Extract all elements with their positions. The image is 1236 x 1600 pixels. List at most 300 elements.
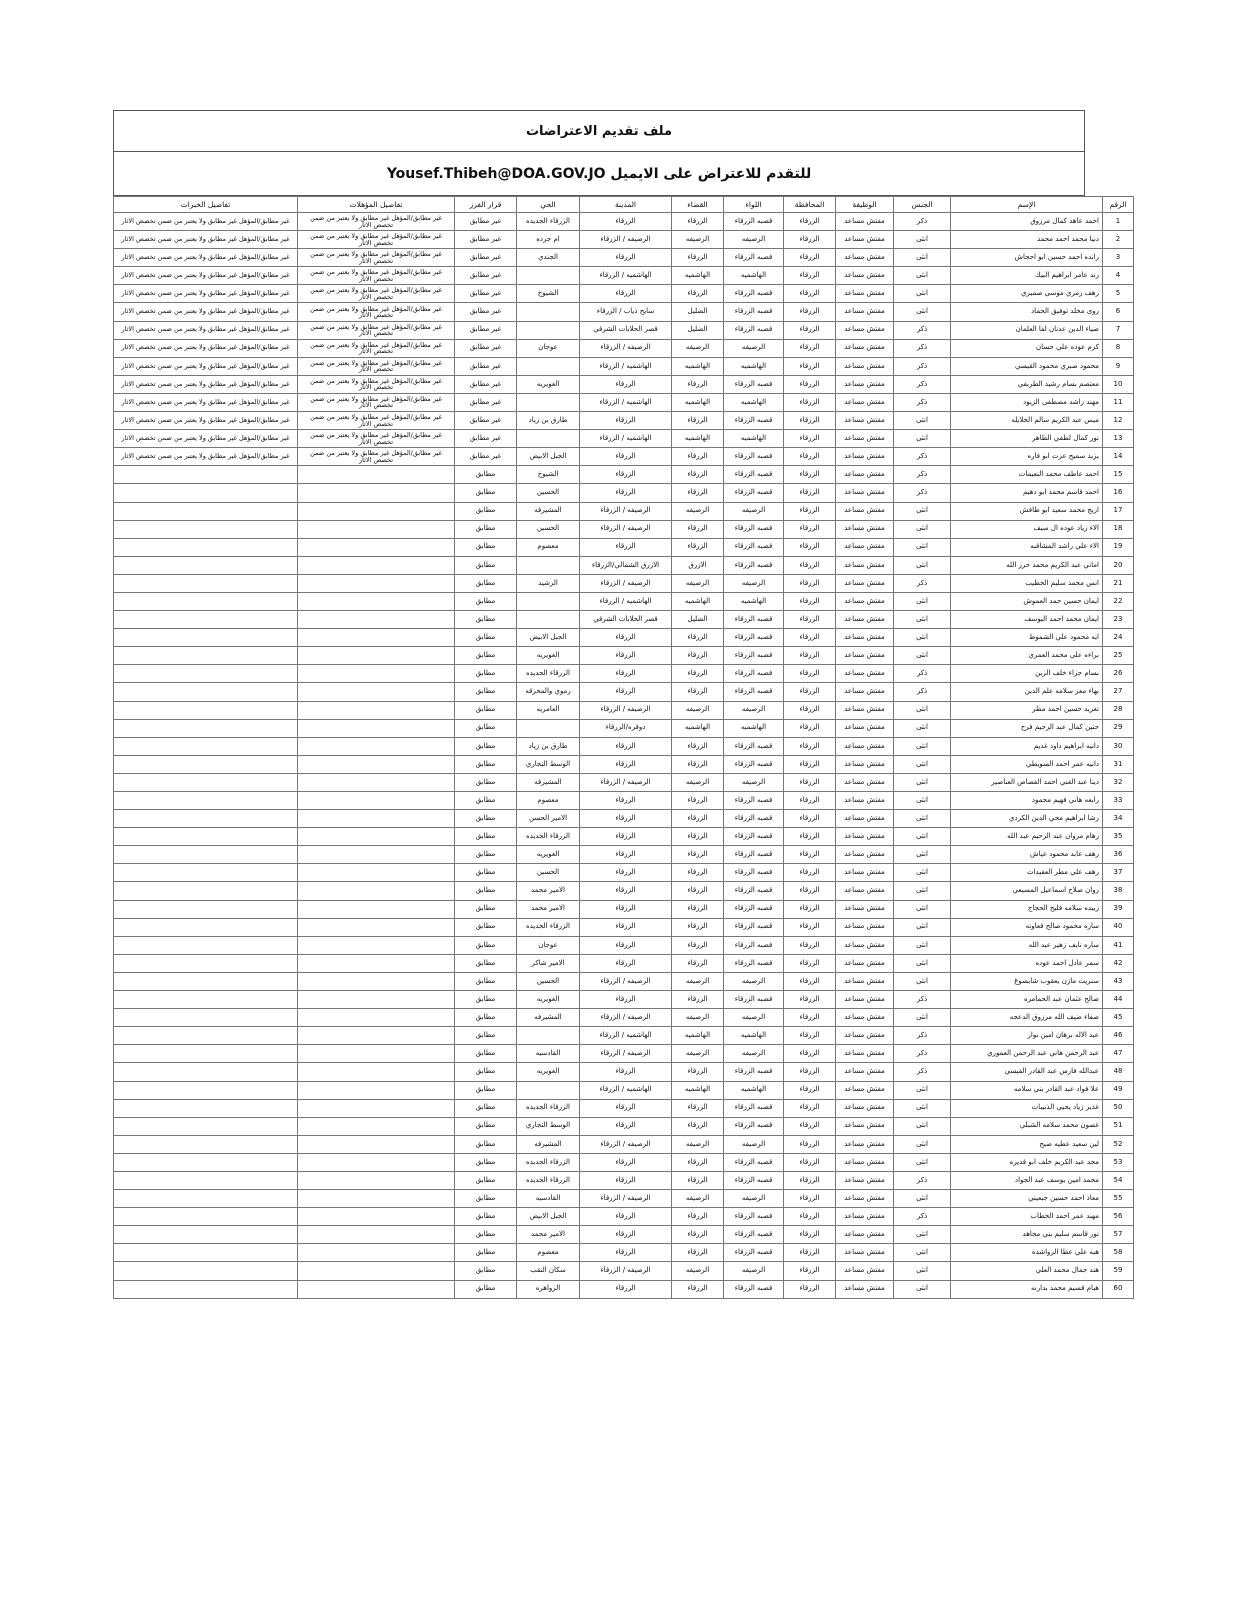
row-number: 22 [1103,592,1134,610]
row-neighborhood: سكان النقب [517,1262,580,1280]
row-experience-details [114,629,298,647]
row-name: ايمان حسين حمد العموش [951,592,1103,610]
row-experience-details [114,1063,298,1081]
row-district: قصبه الزرقاء [724,882,784,900]
row-subdistrict: الرصيفه [672,1009,724,1027]
title-box [113,110,1085,196]
row-governorate: الزرقاء [784,556,836,574]
row-city: الزرقاء [580,918,672,936]
table-header-row [114,197,1134,213]
row-governorate: الزرقاء [784,954,836,972]
row-number: 9 [1103,357,1134,375]
row-qualification-details [298,1244,455,1262]
row-experience-details [114,502,298,520]
row-subdistrict: الرصيفه [672,231,724,249]
row-number: 44 [1103,991,1134,1009]
column-header: الوظيفة [836,197,894,213]
table-row [114,683,1134,701]
row-number: 46 [1103,1027,1134,1045]
row-subdistrict: الزرقاء [672,1063,724,1081]
row-city: الزرقاء [580,1099,672,1117]
row-experience-details [114,556,298,574]
row-neighborhood: الحسين [517,520,580,538]
row-number: 27 [1103,683,1134,701]
row-name: ايه محمود علي الشموط [951,629,1103,647]
row-subdistrict: الازرق [672,556,724,574]
row-decision: غير مطابق [455,393,517,411]
row-name: احمد عاطف محمد النعيمات [951,466,1103,484]
row-job: مفتش مساعد [836,991,894,1009]
row-experience-details: غير مطابق/المؤهل غير مطابق ولا يعتبر من ضمن تخصص الاثار [114,430,298,448]
row-governorate: الزرقاء [784,936,836,954]
row-neighborhood: الزرقاء الجديده [517,1171,580,1189]
row-number: 38 [1103,882,1134,900]
row-job: مفتش مساعد [836,267,894,285]
row-decision: غير مطابق [455,249,517,267]
row-experience-details [114,810,298,828]
row-neighborhood: طارق بن زياد [517,737,580,755]
row-job: مفتش مساعد [836,1009,894,1027]
row-name: رهف علي مطر العقيدات [951,864,1103,882]
column-header: اللواء [724,197,784,213]
row-decision: غير مطابق [455,267,517,285]
row-district: الهاشميه [724,1027,784,1045]
row-experience-details [114,574,298,592]
row-city: الهاشميه / الزرقاء [580,357,672,375]
row-governorate: الزرقاء [784,1226,836,1244]
row-qualification-details: غير مطابق/المؤهل غير مطابق ولا يعتبر من ضمن تخصص الاثار [298,231,455,249]
row-experience-details [114,611,298,629]
row-job: مفتش مساعد [836,810,894,828]
row-gender: انثى [894,303,951,321]
table-row [114,1153,1134,1171]
row-job: مفتش مساعد [836,1171,894,1189]
row-decision: غير مطابق [455,303,517,321]
row-qualification-details [298,1135,455,1153]
row-qualification-details [298,773,455,791]
row-job: مفتش مساعد [836,773,894,791]
row-neighborhood [517,321,580,339]
row-experience-details [114,719,298,737]
row-name: زبيده سلامه فليح الحجاج [951,900,1103,918]
row-decision: مطابق [455,991,517,1009]
row-name: رشا ابراهيم محي الدين الكردي [951,810,1103,828]
row-qualification-details [298,1081,455,1099]
row-job: مفتش مساعد [836,592,894,610]
row-number: 18 [1103,520,1134,538]
row-qualification-details [298,665,455,683]
row-governorate: الزرقاء [784,357,836,375]
row-job: مفتش مساعد [836,737,894,755]
row-gender: ذكر [894,357,951,375]
row-district: قصبه الزرقاء [724,1099,784,1117]
row-neighborhood: الزواهره [517,1280,580,1298]
row-governorate: الزرقاء [784,1063,836,1081]
row-gender: انثى [894,1262,951,1280]
row-number: 21 [1103,574,1134,592]
row-decision: مطابق [455,1009,517,1027]
row-gender: انثى [894,1226,951,1244]
table-row [114,1280,1134,1298]
row-neighborhood: الزرقاء الجديده [517,1153,580,1171]
row-neighborhood: الحسين [517,972,580,990]
row-subdistrict: الزرقاء [672,882,724,900]
row-gender: انثى [894,719,951,737]
row-city: الرصيفه / الزرقاء [580,574,672,592]
row-name: لين سعيد عطيه صبح [951,1135,1103,1153]
row-name: احمد قاسم محمد ابو دهيم [951,484,1103,502]
row-gender: ذكر [894,213,951,231]
row-name: الاء علي راشد المشاقبه [951,538,1103,556]
row-number: 58 [1103,1244,1134,1262]
row-subdistrict: الزرقاء [672,1280,724,1298]
row-job: مفتش مساعد [836,647,894,665]
row-number: 17 [1103,502,1134,520]
table-row [114,1009,1134,1027]
column-header: المدينة [580,197,672,213]
row-governorate: الزرقاء [784,755,836,773]
row-neighborhood [517,267,580,285]
row-number: 52 [1103,1135,1134,1153]
row-neighborhood: الغويريه [517,375,580,393]
row-job: مفتش مساعد [836,1153,894,1171]
table-row [114,375,1134,393]
row-name: دانيه عمر احمد السويطي [951,755,1103,773]
row-experience-details [114,1081,298,1099]
row-governorate: الزرقاء [784,1009,836,1027]
row-job: مفتش مساعد [836,629,894,647]
row-number: 42 [1103,954,1134,972]
row-subdistrict: الزرقاء [672,954,724,972]
row-city: الزرقاء [580,954,672,972]
row-gender: انثى [894,1081,951,1099]
row-neighborhood: الزرقاء الجديده [517,665,580,683]
row-gender: انثى [894,285,951,303]
row-neighborhood: رموي والمحرقه [517,683,580,701]
row-neighborhood [517,357,580,375]
table-row [114,303,1134,321]
row-job: مفتش مساعد [836,936,894,954]
row-qualification-details [298,1190,455,1208]
document-sheet [113,110,1133,1299]
row-gender: ذكر [894,1208,951,1226]
row-decision: مطابق [455,773,517,791]
row-gender: انثى [894,502,951,520]
row-job: مفتش مساعد [836,665,894,683]
row-district: قصبه الزرقاء [724,647,784,665]
row-number: 11 [1103,393,1134,411]
row-governorate: الزرقاء [784,412,836,430]
row-name: غدير زياد يحيى الذنيبات [951,1099,1103,1117]
row-gender: انثى [894,231,951,249]
row-subdistrict: الضليل [672,303,724,321]
row-subdistrict: الهاشميه [672,719,724,737]
row-gender: انثى [894,828,951,846]
row-city: الهاشميه / الزرقاء [580,430,672,448]
row-subdistrict: الزرقاء [672,683,724,701]
table-row [114,1190,1134,1208]
row-district: قصبه الزرقاء [724,538,784,556]
column-header: تفاصيل الخبرات [114,197,298,213]
row-neighborhood: الجندي [517,249,580,267]
row-experience-details [114,773,298,791]
row-governorate: الزرقاء [784,1244,836,1262]
row-name: بهاء معز سلامه علم الدين [951,683,1103,701]
row-district: الهاشميه [724,393,784,411]
table-row [114,267,1134,285]
row-name: يزيد سميح عزت ابو فاره [951,448,1103,466]
row-subdistrict: الزرقاء [672,538,724,556]
row-qualification-details [298,683,455,701]
row-gender: ذكر [894,1063,951,1081]
row-job: مفتش مساعد [836,231,894,249]
row-experience-details [114,1262,298,1280]
row-job: مفتش مساعد [836,1208,894,1226]
row-decision: مطابق [455,520,517,538]
row-gender: انثى [894,972,951,990]
row-subdistrict: الرصيفه [672,1135,724,1153]
row-qualification-details [298,538,455,556]
row-district: قصبه الزرقاء [724,828,784,846]
row-governorate: الزرقاء [784,918,836,936]
row-gender: ذكر [894,339,951,357]
row-governorate: الزرقاء [784,231,836,249]
row-gender: انثى [894,846,951,864]
row-subdistrict: الرصيفه [672,502,724,520]
row-district: الرصيفه [724,574,784,592]
table-row [114,846,1134,864]
row-governorate: الزرقاء [784,864,836,882]
column-header: الرقم [1103,197,1134,213]
row-gender: انثى [894,647,951,665]
row-city: الزرقاء [580,213,672,231]
row-subdistrict: الزرقاء [672,846,724,864]
row-job: مفتش مساعد [836,755,894,773]
row-neighborhood: الوسط التجاري [517,1117,580,1135]
row-name: روى مخلد توفيق الحماد [951,303,1103,321]
row-district: قصبه الزرقاء [724,556,784,574]
row-governorate: الزرقاء [784,665,836,683]
row-job: مفتش مساعد [836,719,894,737]
table-row [114,665,1134,683]
row-district: قصبه الزرقاء [724,249,784,267]
table-row [114,412,1134,430]
row-experience-details [114,954,298,972]
row-governorate: الزرقاء [784,430,836,448]
row-number: 57 [1103,1226,1134,1244]
row-district: الهاشميه [724,719,784,737]
row-gender: انثى [894,520,951,538]
row-gender: ذكر [894,375,951,393]
row-district: قصبه الزرقاء [724,864,784,882]
row-experience-details [114,1009,298,1027]
row-number: 48 [1103,1063,1134,1081]
row-neighborhood [517,393,580,411]
row-district: قصبه الزرقاء [724,520,784,538]
row-decision: مطابق [455,810,517,828]
row-job: مفتش مساعد [836,484,894,502]
row-governorate: الزرقاء [784,448,836,466]
row-gender: انثى [894,792,951,810]
row-experience-details: غير مطابق/المؤهل غير مطابق ولا يعتبر من ضمن تخصص الاثار [114,321,298,339]
row-subdistrict: الرصيفه [672,1045,724,1063]
row-qualification-details: غير مطابق/المؤهل غير مطابق ولا يعتبر من ضمن تخصص الاثار [298,430,455,448]
row-gender: انثى [894,592,951,610]
row-subdistrict: الزرقاء [672,810,724,828]
table-row [114,249,1134,267]
row-name: حنين كمال عبد الرحيم فرح [951,719,1103,737]
row-gender: انثى [894,882,951,900]
row-gender: انثى [894,900,951,918]
row-job: مفتش مساعد [836,1244,894,1262]
row-name: نور قاسم سليم بني مجاهد [951,1226,1103,1244]
row-decision: مطابق [455,918,517,936]
row-district: قصبه الزرقاء [724,737,784,755]
row-number: 30 [1103,737,1134,755]
row-subdistrict: الرصيفه [672,1190,724,1208]
row-district: قصبه الزرقاء [724,810,784,828]
row-job: مفتش مساعد [836,900,894,918]
row-decision: مطابق [455,502,517,520]
row-qualification-details [298,502,455,520]
table-row [114,828,1134,846]
row-name: عبد الرحمن هاني عبد الرحمن العموري [951,1045,1103,1063]
row-job: مفتش مساعد [836,1262,894,1280]
table-row [114,1063,1134,1081]
row-gender: انثى [894,701,951,719]
row-neighborhood: الشيوخ [517,466,580,484]
row-gender: انثى [894,1153,951,1171]
row-experience-details [114,991,298,1009]
row-number: 33 [1103,792,1134,810]
row-subdistrict: الزرقاء [672,755,724,773]
row-city: الزرقاء [580,1244,672,1262]
row-name: دانيه ابراهيم داود غديم [951,737,1103,755]
row-decision: غير مطابق [455,375,517,393]
row-district: قصبه الزرقاء [724,665,784,683]
row-subdistrict: الرصيفه [672,339,724,357]
row-qualification-details [298,1171,455,1189]
row-job: مفتش مساعد [836,357,894,375]
row-experience-details [114,701,298,719]
row-governorate: الزرقاء [784,701,836,719]
row-governorate: الزرقاء [784,267,836,285]
row-city: الزرقاء [580,882,672,900]
row-experience-details [114,828,298,846]
row-name: عبدالله فارس عبد القادر القيسي [951,1063,1103,1081]
row-city: قصر الحلابات الشرقي [580,321,672,339]
row-qualification-details [298,846,455,864]
row-experience-details [114,1190,298,1208]
row-qualification-details [298,719,455,737]
row-job: مفتش مساعد [836,303,894,321]
row-subdistrict: الضليل [672,321,724,339]
row-experience-details: غير مطابق/المؤهل غير مطابق ولا يعتبر من ضمن تخصص الاثار [114,213,298,231]
row-district: قصبه الزرقاء [724,1280,784,1298]
row-job: مفتش مساعد [836,611,894,629]
row-gender: انثى [894,1244,951,1262]
row-decision: مطابق [455,1262,517,1280]
row-experience-details [114,1208,298,1226]
row-qualification-details [298,556,455,574]
document-subtitle: للتقدم للاعتراض على الايميل Yousef.Thibeh@DOA.GOV.JO [114,151,1084,195]
row-neighborhood: الجبل الابيض [517,1208,580,1226]
row-decision: غير مطابق [455,231,517,249]
column-header: الجنس [894,197,951,213]
row-qualification-details [298,972,455,990]
row-district: قصبه الزرقاء [724,466,784,484]
row-neighborhood: المشيرفه [517,773,580,791]
row-number: 15 [1103,466,1134,484]
row-subdistrict: الزرقاء [672,213,724,231]
row-job: مفتش مساعد [836,846,894,864]
row-governorate: الزرقاء [784,1045,836,1063]
table-row [114,213,1134,231]
row-experience-details [114,1171,298,1189]
row-number: 35 [1103,828,1134,846]
row-name: دنيا محمد احمد محمد [951,231,1103,249]
row-city: الزرقاء [580,285,672,303]
row-number: 7 [1103,321,1134,339]
row-job: مفتش مساعد [836,1190,894,1208]
row-city: الزرقاء [580,647,672,665]
row-number: 50 [1103,1099,1134,1117]
row-job: مفتش مساعد [836,1117,894,1135]
row-job: مفتش مساعد [836,448,894,466]
row-governorate: الزرقاء [784,592,836,610]
row-gender: انثى [894,1280,951,1298]
row-governorate: الزرقاء [784,249,836,267]
row-qualification-details [298,1208,455,1226]
row-qualification-details: غير مطابق/المؤهل غير مطابق ولا يعتبر من ضمن تخصص الاثار [298,303,455,321]
row-number: 8 [1103,339,1134,357]
row-qualification-details [298,1009,455,1027]
row-district: الهاشميه [724,430,784,448]
row-qualification-details [298,484,455,502]
row-governorate: الزرقاء [784,502,836,520]
row-qualification-details [298,647,455,665]
row-gender: انثى [894,954,951,972]
row-number: 39 [1103,900,1134,918]
row-number: 47 [1103,1045,1134,1063]
row-city: الهاشميه / الزرقاء [580,267,672,285]
row-decision: مطابق [455,484,517,502]
row-name: ايمان محمد احمد اليوسف [951,611,1103,629]
row-job: مفتش مساعد [836,972,894,990]
row-job: مفتش مساعد [836,1027,894,1045]
row-gender: ذكر [894,665,951,683]
row-qualification-details [298,810,455,828]
row-governorate: الزرقاء [784,737,836,755]
row-decision: مطابق [455,1190,517,1208]
row-number: 13 [1103,430,1134,448]
table-row [114,574,1134,592]
row-neighborhood [517,719,580,737]
row-subdistrict: الهاشميه [672,393,724,411]
row-name: بسام جزاء خلف الزبن [951,665,1103,683]
row-governorate: الزرقاء [784,719,836,737]
row-experience-details [114,972,298,990]
row-subdistrict: الزرقاء [672,647,724,665]
row-decision: مطابق [455,737,517,755]
row-decision: مطابق [455,1135,517,1153]
row-name: اماني عبد الكريم محمد حرز الله [951,556,1103,574]
row-neighborhood: المشيرفه [517,1135,580,1153]
row-gender: انثى [894,864,951,882]
row-city: الهاشميه / الزرقاء [580,393,672,411]
row-subdistrict: الزرقاء [672,1244,724,1262]
row-governorate: الزرقاء [784,1171,836,1189]
